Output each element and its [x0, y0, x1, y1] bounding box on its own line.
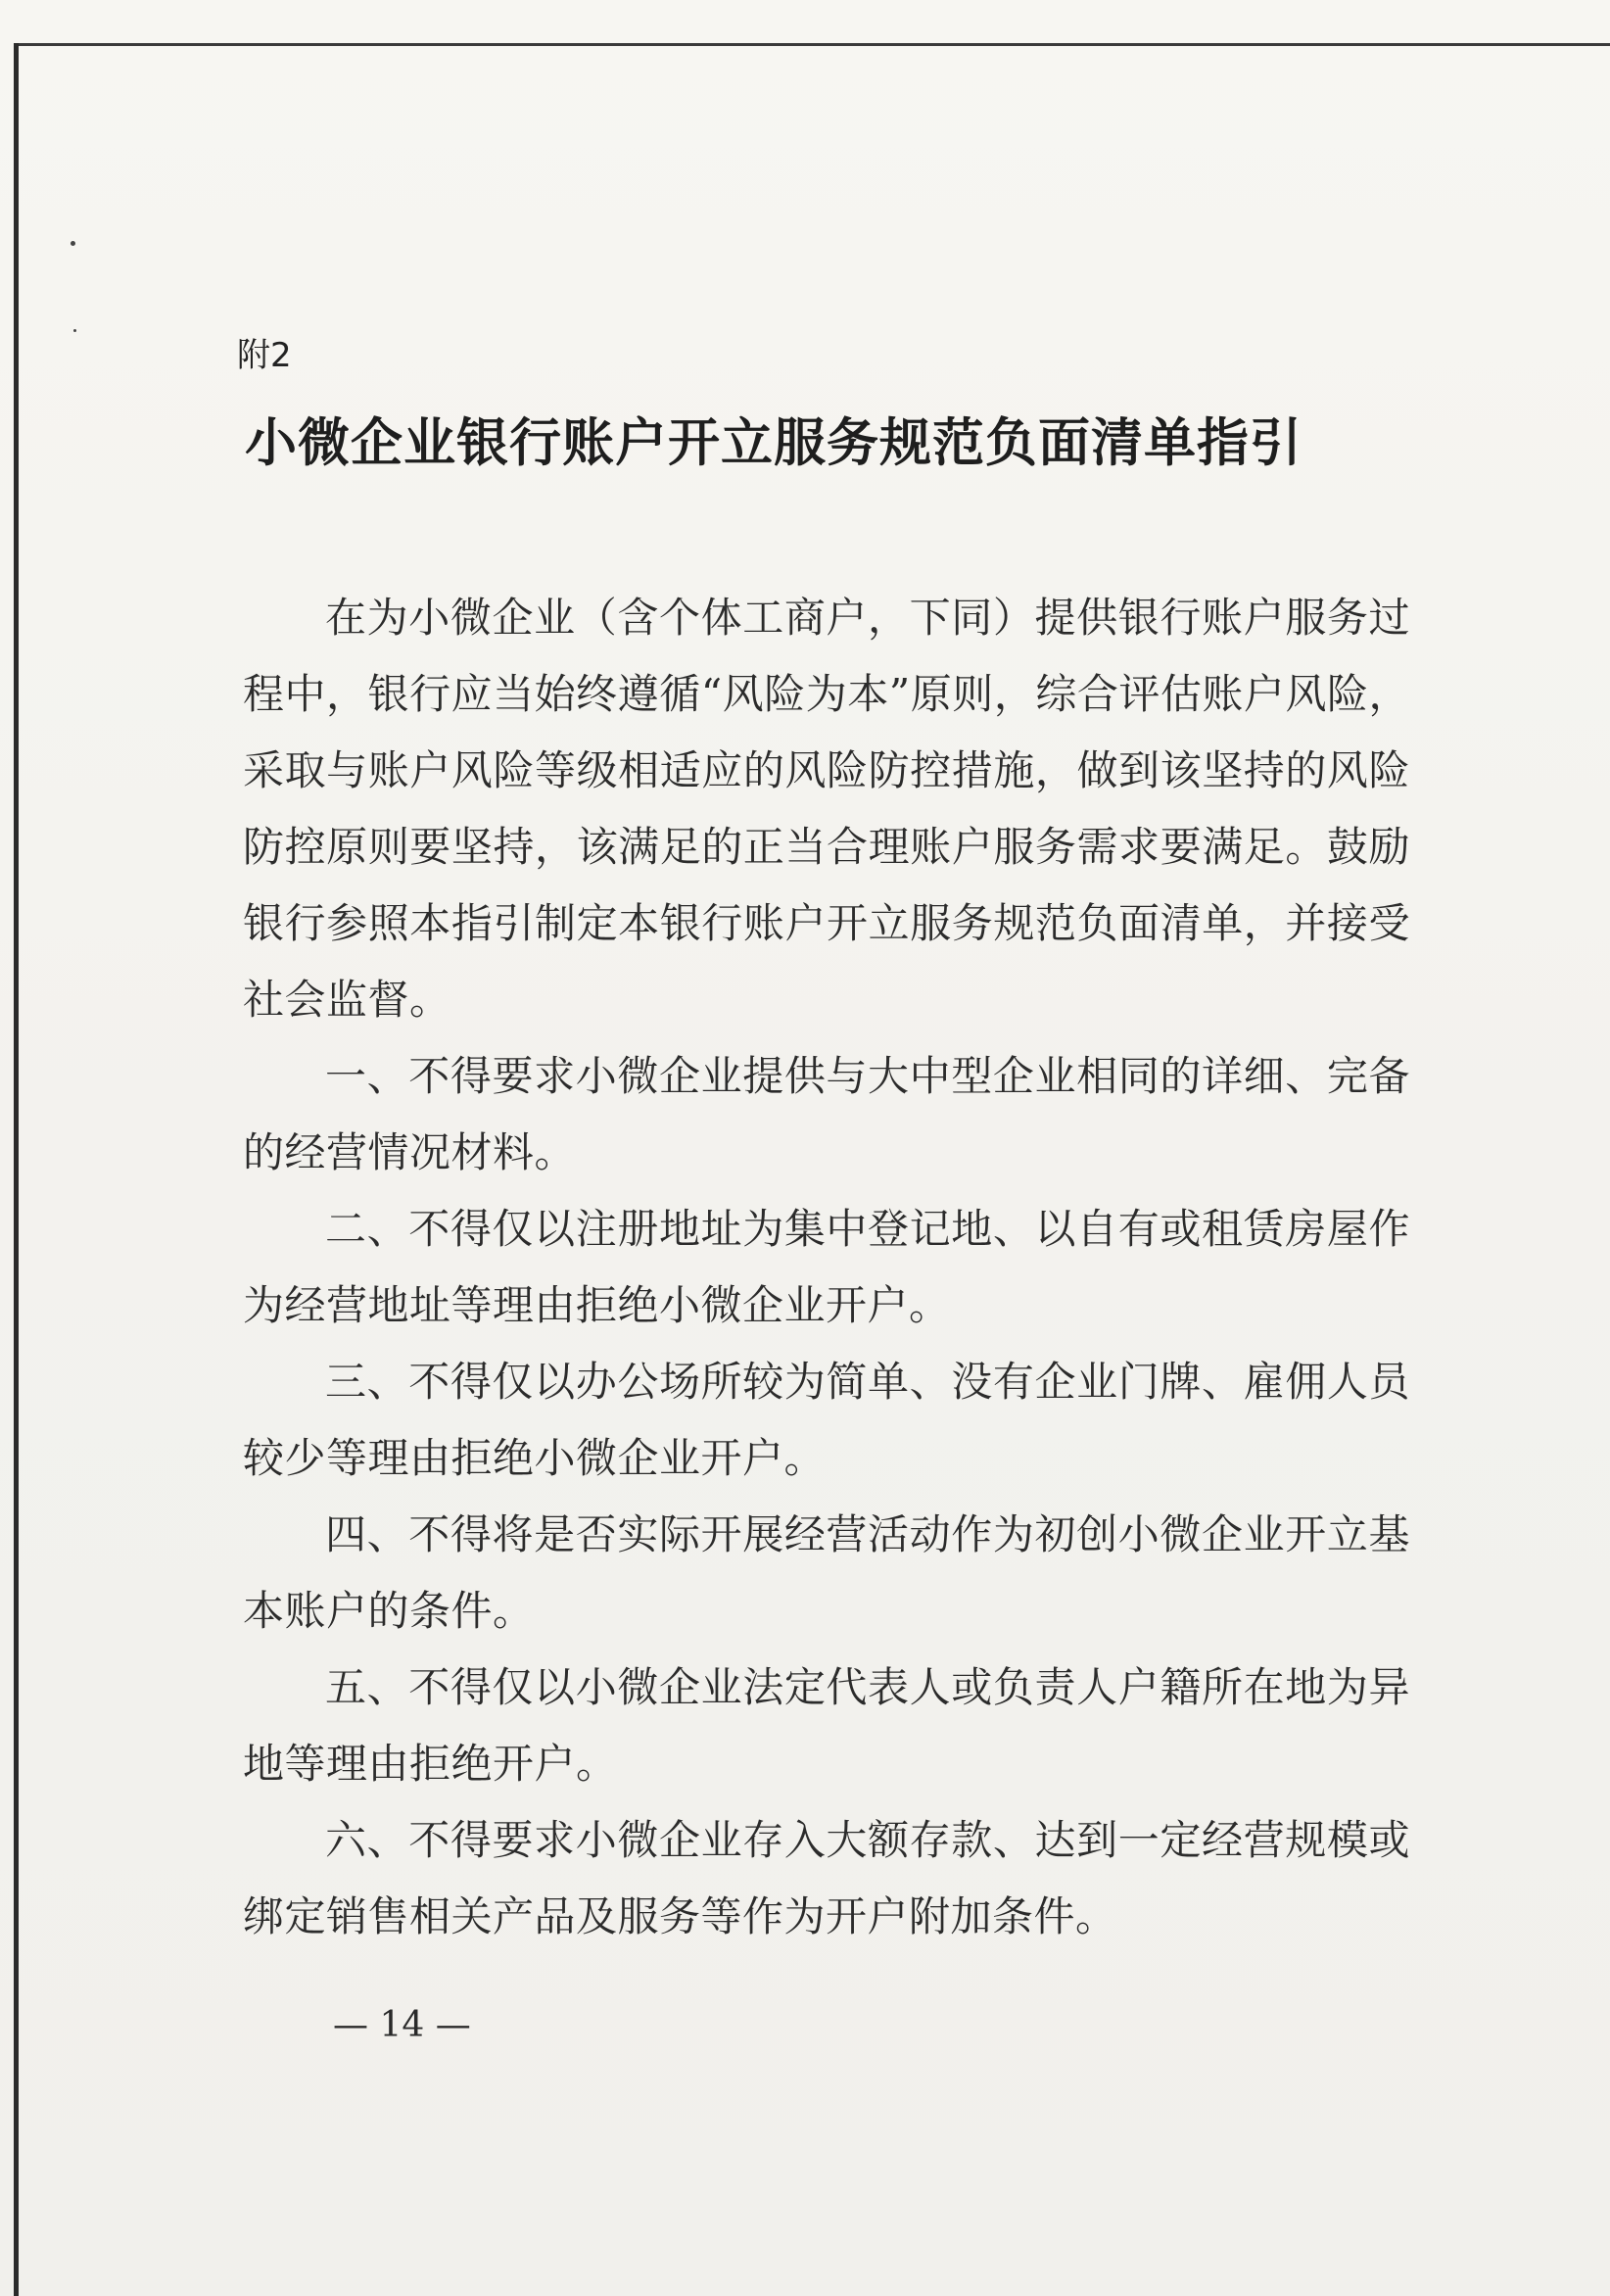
- scan-top-border: [14, 43, 1610, 46]
- clause-4: 四、不得将是否实际开展经营活动作为初创小微企业开立基本账户的条件。: [243, 1510, 1410, 1635]
- document-title: 小微企业银行账户开立服务规范负面清单指引: [245, 413, 1302, 473]
- document-body: [243, 580, 1410, 1955]
- clause-5: 五、不得仅以小微企业法定代表人或负责人户籍所在地为异地等理由拒绝开户。: [243, 1663, 1410, 1788]
- attachment-label: 附2: [237, 336, 292, 375]
- scan-left-border: [14, 43, 19, 2296]
- scan-speck: [73, 329, 76, 332]
- scan-speck: [71, 241, 75, 246]
- page-number: — 14 —: [333, 2005, 471, 2045]
- clause-2: 二、不得仅以注册地址为集中登记地、以自有或租赁房屋作为经营地址等理由拒绝小微企业开户。: [243, 1205, 1410, 1329]
- clause-6: 六、不得要求小微企业存入大额存款、达到一定经营规模或绑定销售相关产品及服务等作为开户附加条件。: [243, 1816, 1410, 1940]
- clause-1: 一、不得要求小微企业提供与大中型企业相同的详细、完备的经营情况材料。: [243, 1052, 1410, 1176]
- intro-paragraph: 在为小微企业（含个体工商户，下同）提供银行账户服务过程中，银行应当始终遵循“风险为本”原则，综合评估账户风险，采取与账户风险等级相适应的风险防控措施，做到该坚持的风险防控原则要坚持，该满足的正当合理账户服务需求要满足。鼓励银行参照本指引制定本银行账户开立服务规范负面清单，并接受社会监督。: [243, 594, 1410, 1024]
- clause-3: 三、不得仅以办公场所较为简单、没有企业门牌、雇佣人员较少等理由拒绝小微企业开户。: [243, 1358, 1410, 1482]
